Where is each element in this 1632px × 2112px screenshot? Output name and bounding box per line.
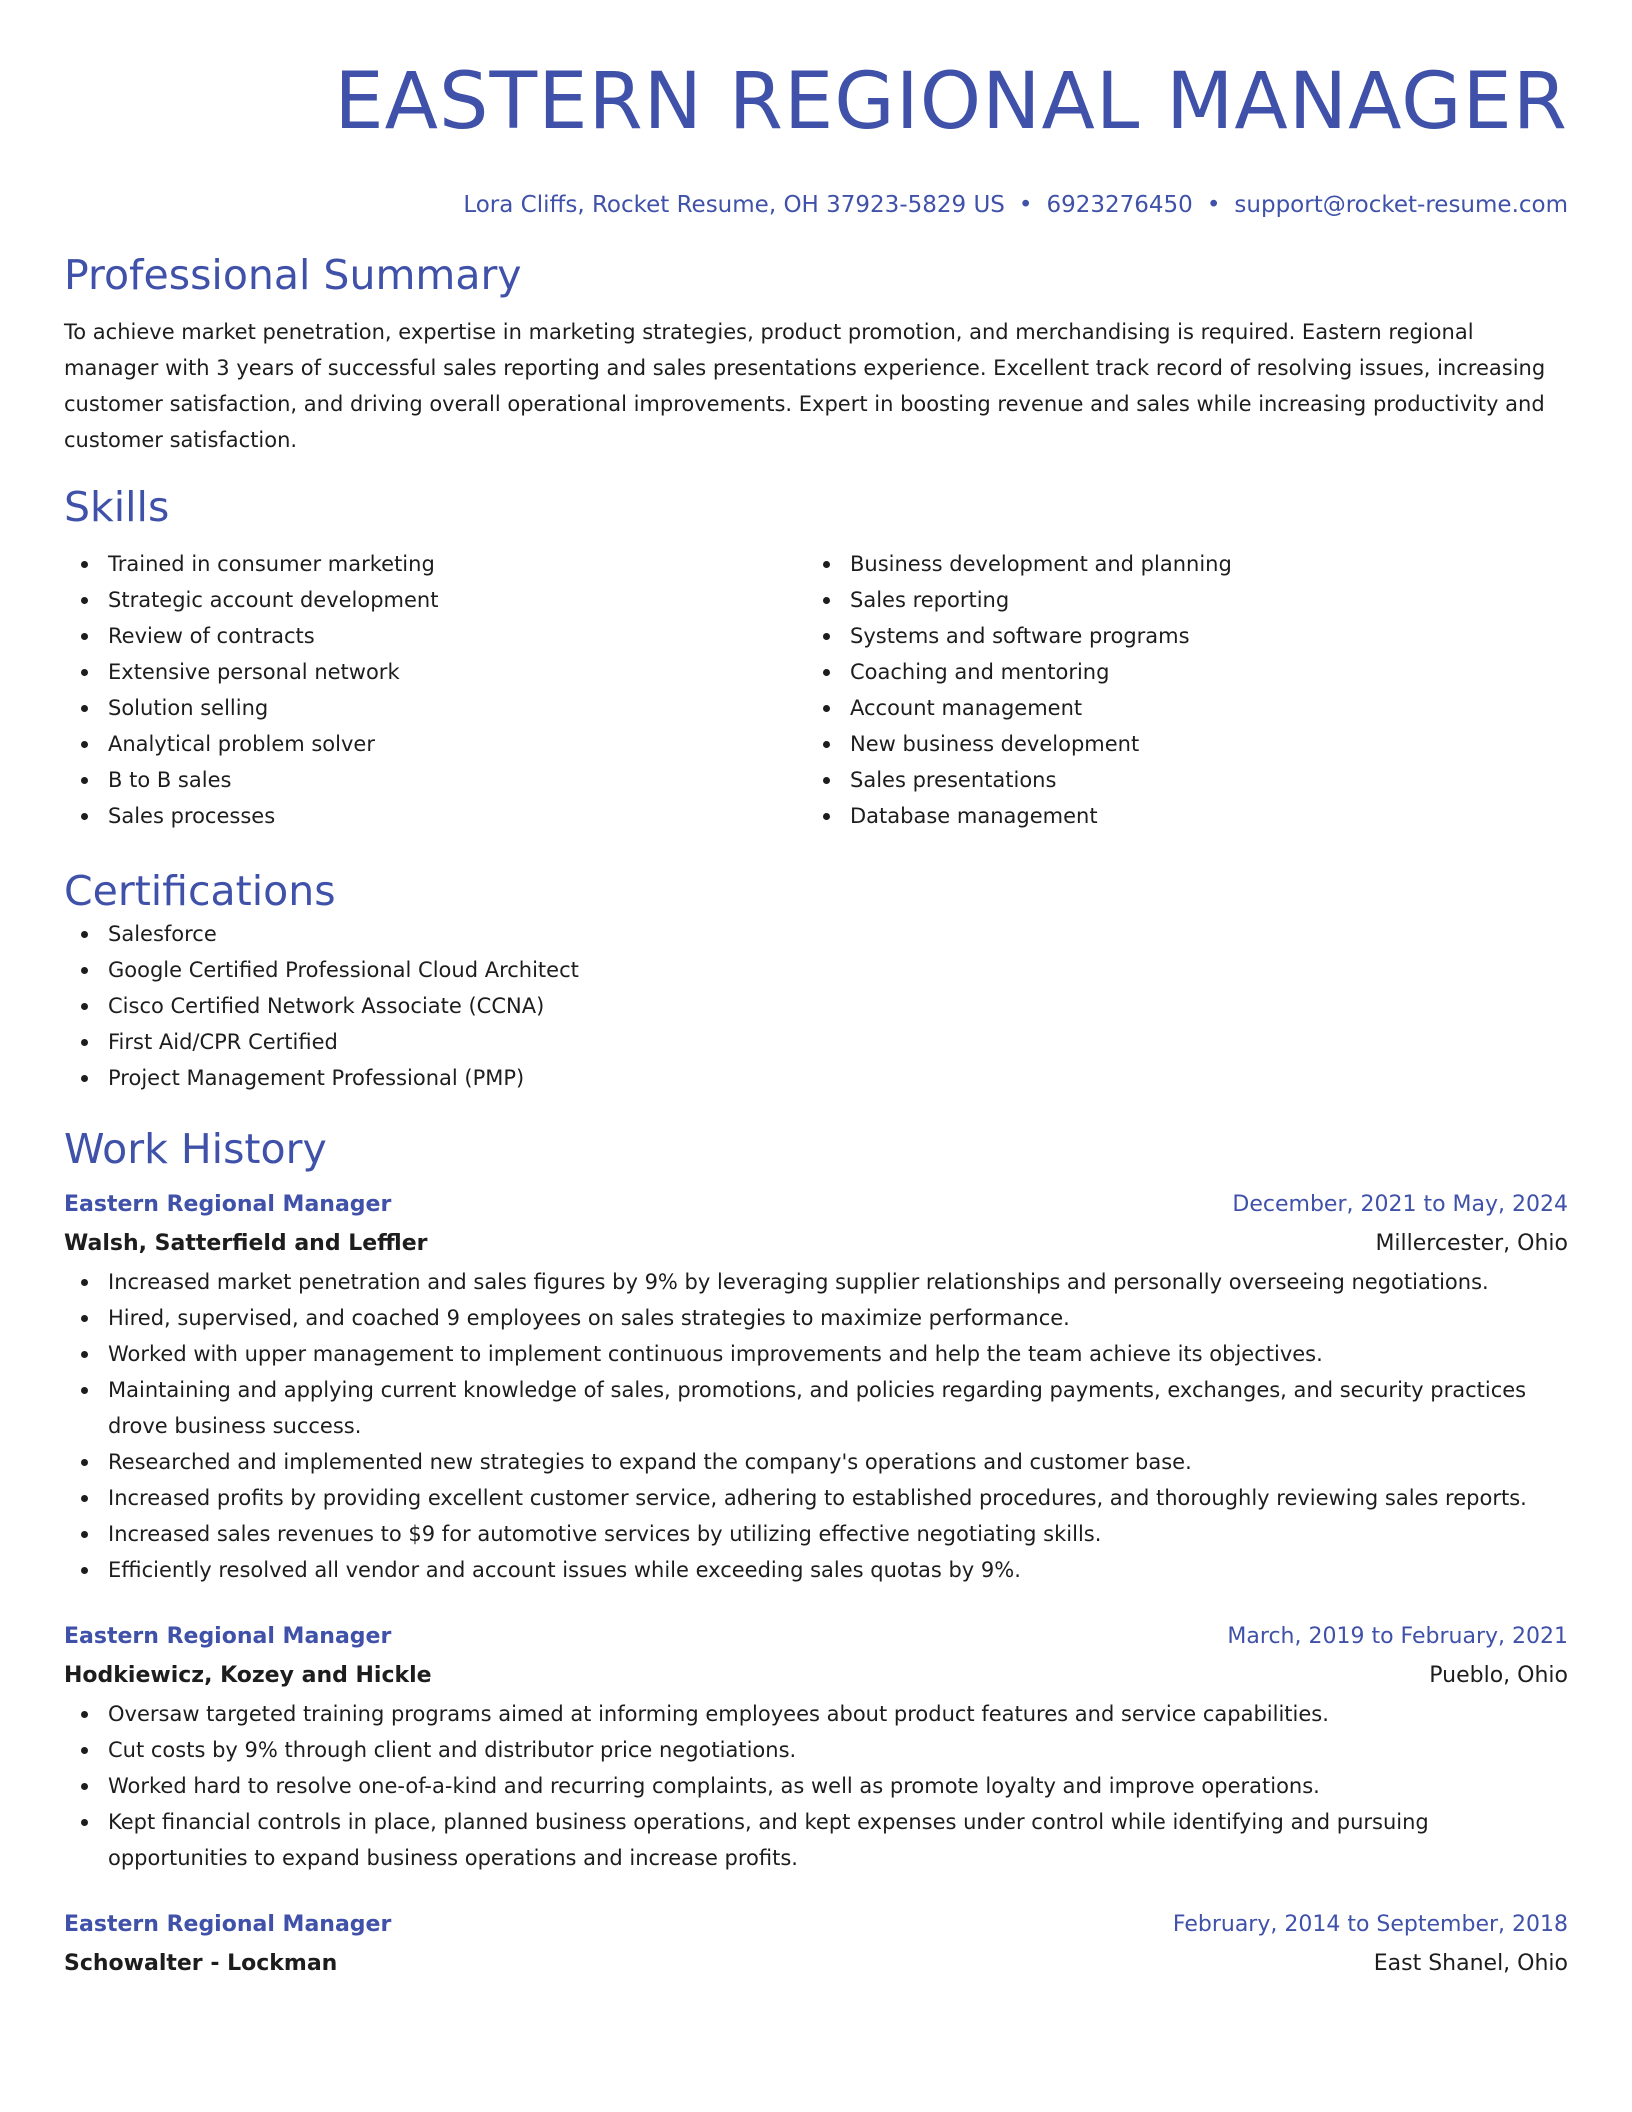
job-bullet: Efficiently resolved all vendor and account issues while exceeding sales quotas by 9%. (64, 1552, 1568, 1588)
job-dates: February, 2014 to September, 2018 (1172, 1912, 1568, 1937)
contact-address: Lora Cliffs, Rocket Resume, OH 37923-5829 US (463, 192, 1005, 218)
job-title: Eastern Regional Manager (64, 1192, 392, 1217)
skill-item: Account management (806, 690, 1548, 726)
skill-item: Sales presentations (806, 762, 1548, 798)
job-bullet: Oversaw targeted training programs aimed at informing employees about product features and service capabilities. (64, 1696, 1568, 1732)
job-bullet: Increased profits by providing excellent customer service, adhering to established procedures, and thoroughly reviewing sales reports. (64, 1480, 1568, 1516)
job-bullet-list (64, 1264, 1568, 1588)
job-bullet: Worked hard to resolve one-of-a-kind and recurring complaints, as well as promote loyalty and improve operations. (64, 1768, 1568, 1804)
skill-item: Business development and planning (806, 546, 1548, 582)
job-company-row (64, 1944, 1568, 1984)
job-bullet: Cut costs by 9% through client and distributor price negotiations. (64, 1732, 1568, 1768)
job-company: Hodkiewicz, Kozey and Hickle (64, 1663, 432, 1688)
job-bullet: Researched and implemented new strategies to expand the company's operations and customer base. (64, 1444, 1568, 1480)
job-header-row (64, 1186, 1568, 1224)
job-title: Eastern Regional Manager (64, 1912, 392, 1937)
summary-text: To achieve market penetration, expertise in marketing strategies, product promotion, and merchandising is required. Eastern regional manager with 3 years of successful sales reporting and sales presentations experience. Excellent track record of resolving issues, increasing customer satisfaction, and driving overall operational improvements. Expert in boosting revenue and sales while increasing productivity and customer satisfaction. (64, 320, 1546, 452)
contact-separator: • (1018, 192, 1033, 218)
job-entry (64, 1906, 1568, 1984)
resume-page (64, 0, 1568, 1984)
resume-name: EASTERN REGIONAL MANAGER (334, 57, 1568, 147)
job-company: Schowalter - Lockman (64, 1951, 338, 1976)
contact-line (64, 190, 1568, 220)
job-bullet: Hired, supervised, and coached 9 employees on sales strategies to maximize performance. (64, 1300, 1568, 1336)
certification-item: Google Certified Professional Cloud Architect (64, 952, 1568, 988)
job-header-row (64, 1906, 1568, 1944)
work-history-heading: Work History (64, 1125, 327, 1173)
skills-columns (64, 546, 1568, 834)
job-company-row (64, 1224, 1568, 1264)
job-bullet: Increased market penetration and sales figures by 9% by leveraging supplier relationships and personally overseeing negotiations. (64, 1264, 1568, 1300)
skill-item: Database management (806, 798, 1548, 834)
skill-item: Sales processes (64, 798, 806, 834)
skill-item: Analytical problem solver (64, 726, 806, 762)
contact-phone: 6923276450 (1046, 192, 1193, 218)
job-bullet: Maintaining and applying current knowledge of sales, promotions, and policies regarding payments, exchanges, and security practices drove business success. (64, 1372, 1568, 1444)
skill-item: B to B sales (64, 762, 806, 798)
certification-item: Project Management Professional (PMP) (64, 1060, 1568, 1096)
skill-item: Systems and software programs (806, 618, 1548, 654)
job-bullet: Kept financial controls in place, planned business operations, and kept expenses under control while identifying and pursuing opportunities to expand business operations and increase profits. (64, 1804, 1568, 1876)
skill-item: Strategic account development (64, 582, 806, 618)
job-entry (64, 1618, 1568, 1876)
contact-email[interactable]: support@rocket-resume.com (1234, 192, 1568, 218)
job-bullet-list (64, 1696, 1568, 1876)
skill-item: Trained in consumer marketing (64, 546, 806, 582)
skill-item: Solution selling (64, 690, 806, 726)
job-location: Millercester, Ohio (1375, 1231, 1568, 1256)
certifications-heading: Certifications (64, 867, 336, 915)
certification-item: Cisco Certified Network Associate (CCNA) (64, 988, 1568, 1024)
skills-list-right (806, 546, 1548, 834)
skills-heading: Skills (64, 483, 170, 531)
job-location: East Shanel, Ohio (1373, 1951, 1568, 1976)
job-bullet: Worked with upper management to implement continuous improvements and help the team achieve its objectives. (64, 1336, 1568, 1372)
job-title: Eastern Regional Manager (64, 1624, 392, 1649)
skill-item: Extensive personal network (64, 654, 806, 690)
skills-list-left (64, 546, 806, 834)
certifications-list (64, 916, 1568, 1096)
contact-separator: • (1206, 192, 1221, 218)
job-location: Pueblo, Ohio (1429, 1663, 1568, 1688)
summary-heading: Professional Summary (64, 251, 522, 299)
skill-item: Sales reporting (806, 582, 1548, 618)
job-bullet: Increased sales revenues to $9 for automotive services by utilizing effective negotiating skills. (64, 1516, 1568, 1552)
job-company: Walsh, Satterfield and Leffler (64, 1231, 428, 1256)
certification-item: Salesforce (64, 916, 1568, 952)
skill-item: Review of contracts (64, 618, 806, 654)
job-dates: December, 2021 to May, 2024 (1232, 1192, 1568, 1217)
job-header-row (64, 1618, 1568, 1656)
skill-item: New business development (806, 726, 1548, 762)
job-dates: March, 2019 to February, 2021 (1227, 1624, 1568, 1649)
job-company-row (64, 1656, 1568, 1696)
job-entry (64, 1186, 1568, 1588)
certification-item: First Aid/CPR Certified (64, 1024, 1568, 1060)
skill-item: Coaching and mentoring (806, 654, 1548, 690)
